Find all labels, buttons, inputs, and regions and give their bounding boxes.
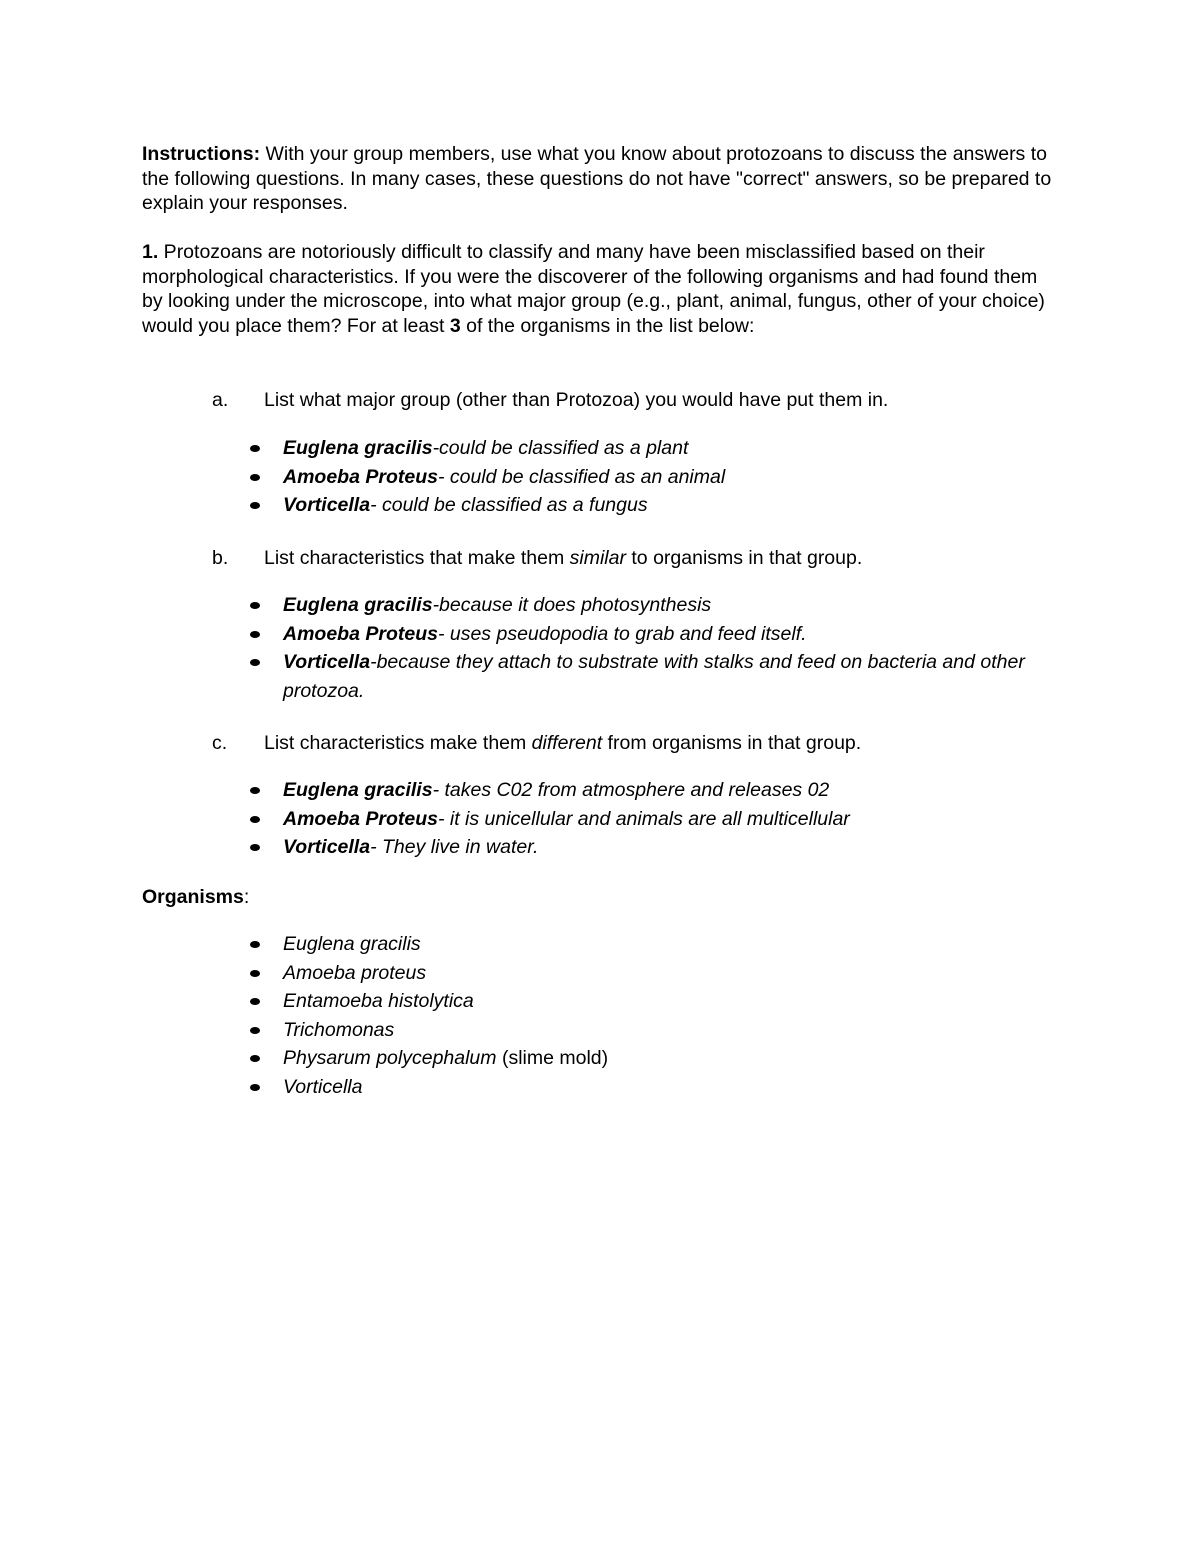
bullet-icon (250, 445, 260, 452)
list-item: Entamoeba histolytica (250, 987, 1070, 1016)
bullet-icon (250, 970, 260, 977)
part-b-answers (250, 591, 1070, 705)
bullet-icon (250, 787, 260, 794)
list-item: Euglena gracilis-because it does photosynthesis (250, 591, 1070, 620)
organisms-heading: Organisms: (142, 886, 250, 908)
list-item: Euglena gracilis-could be classified as a plant (250, 434, 1070, 463)
list-item: Amoeba Proteus- could be classified as an animal (250, 463, 1070, 492)
part-letter: a. (212, 389, 229, 411)
bullet-icon (250, 631, 260, 638)
organisms-list (250, 930, 1070, 1101)
part-c-answers (250, 776, 1070, 862)
part-a-answers (250, 434, 1070, 520)
bullet-icon (250, 998, 260, 1005)
part-b-prompt: b. List characteristics that make them similar to organisms in that group. (212, 547, 863, 569)
instructions-text: With your group members, use what you know about protozoans to discuss the answers to the following questions. In many cases, these questions do not have "correct" answers, so be prepared to explain your responses. (142, 143, 1052, 214)
bullet-icon (250, 941, 260, 948)
list-item: Trichomonas (250, 1016, 1070, 1045)
list-item: Euglena gracilis- takes C02 from atmosphere and releases 02 (250, 776, 1070, 805)
list-item: Vorticella-because they attach to substrate with stalks and feed on bacteria and other protozoa. (250, 648, 1070, 705)
bullet-icon (250, 659, 260, 666)
question-text-end: of the organisms in the list below: (460, 314, 755, 337)
bullet-icon (250, 816, 260, 823)
bullet-icon (250, 502, 260, 509)
instructions-label: Instructions: (142, 143, 261, 165)
instructions-paragraph (142, 142, 1062, 216)
list-item: Physarum polycephalum (slime mold) (250, 1044, 1070, 1073)
list-item: Euglena gracilis (250, 930, 1070, 959)
bullet-icon (250, 1055, 260, 1062)
part-a-prompt: a. List what major group (other than Protozoa) you would have put them in. (212, 389, 889, 411)
list-item: Vorticella- They live in water. (250, 833, 1070, 862)
list-item: Amoeba Proteus- it is unicellular and animals are all multicellular (250, 805, 1070, 834)
list-item: Vorticella- could be classified as a fungus (250, 491, 1070, 520)
bullet-icon (250, 1027, 260, 1034)
question-emphasis: 3 (449, 314, 461, 337)
list-item: Vorticella (250, 1073, 1070, 1102)
list-item: Amoeba Proteus- uses pseudopodia to grab and feed itself. (250, 620, 1070, 649)
part-c-prompt: c. List characteristics make them different from organisms in that group. (212, 732, 862, 754)
part-letter: b. (212, 547, 229, 569)
bullet-icon (250, 602, 260, 609)
list-item: Amoeba proteus (250, 959, 1070, 988)
bullet-icon (250, 844, 260, 851)
question-1-paragraph (142, 240, 1062, 338)
bullet-icon (250, 474, 260, 481)
bullet-icon (250, 1084, 260, 1091)
question-text: Protozoans are notoriously difficult to classify and many have been misclassified based on their morphological characteristics. If you were the discoverer of the following organisms and had found them by looking under the microscope, into what major group (e.g., plant, animal, fungus, other of your choice) would you place them? For at least (142, 241, 1045, 337)
part-letter: c. (212, 732, 228, 754)
question-number: 1. (142, 241, 159, 263)
